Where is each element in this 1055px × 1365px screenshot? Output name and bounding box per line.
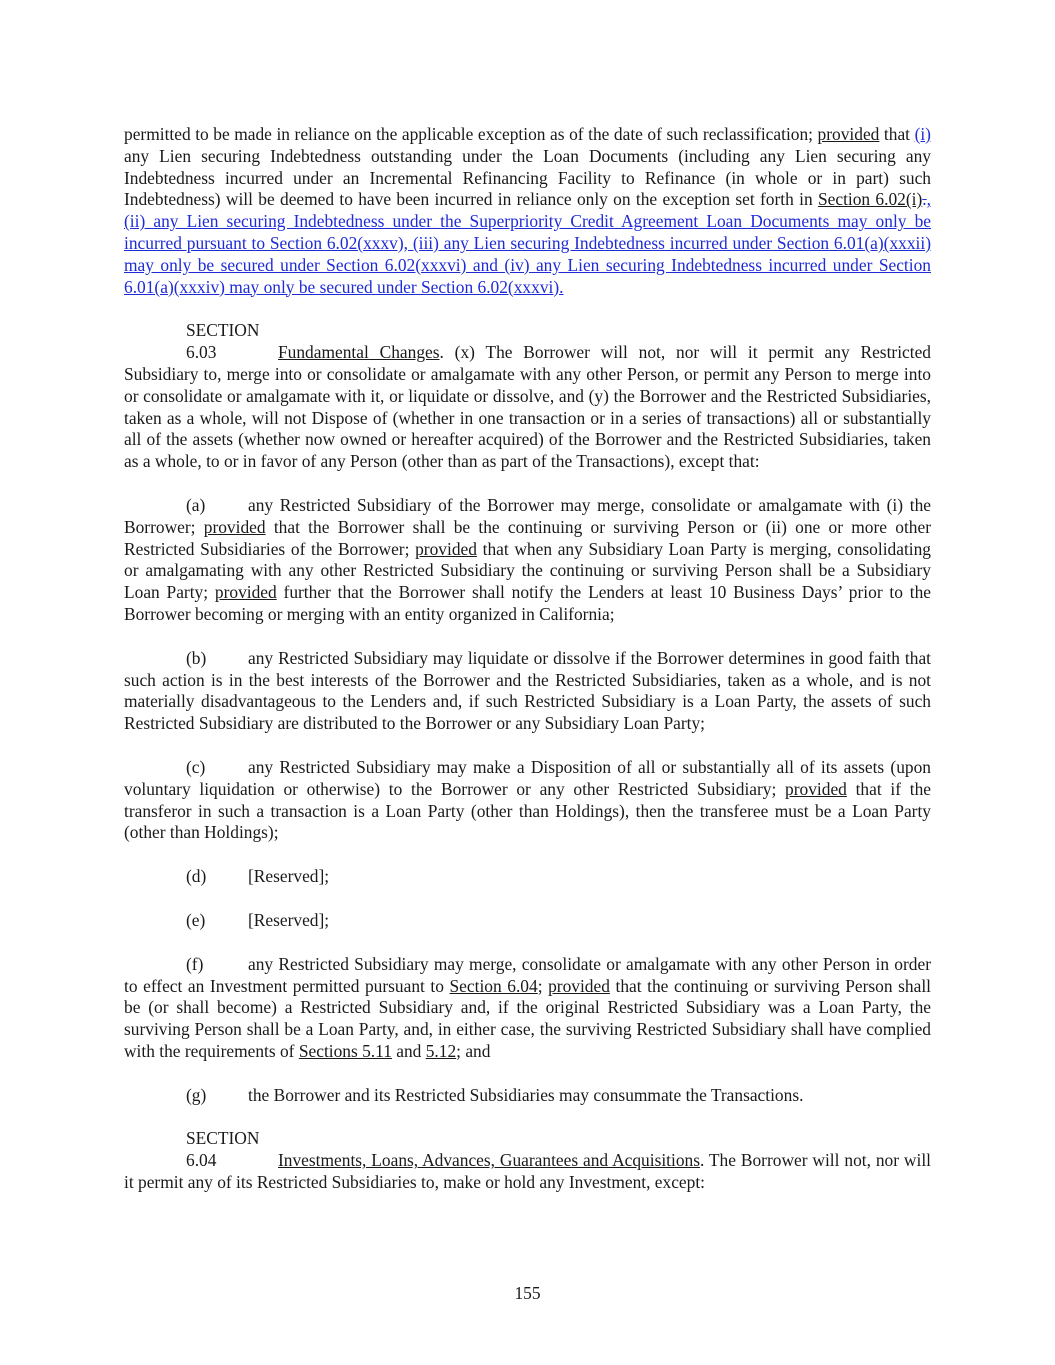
clause-b bbox=[124, 648, 931, 735]
section-reference: Section 6.04 bbox=[449, 975, 538, 996]
clause-label: (f) bbox=[186, 953, 204, 974]
section-6-04 bbox=[124, 1128, 931, 1193]
section-6-03 bbox=[124, 320, 931, 473]
section-reference: 5.12 bbox=[425, 1040, 457, 1061]
section-body: . (x) The Borrower will not, nor will it permit any Restricted Subsidiary to, merge into or consolidate or amalgamate with any other Person, or permit any Person to merge into or consolidate or amalgamate with it, or liquidate or dissolve, and (y) the Borrower and the Restricted Subsidiaries, taken as a whole, will not Dispose of (whether in one transaction or in a series of transactions) all or substantially all of the assets (whether now owned or hereafter acquired) of the Borrower and the Restricted Subsidiaries, taken as a whole, to or in favor of any Person (other than as part of the Transactions), except that: bbox=[124, 342, 931, 472]
section-title: Investments, Loans, Advances, Guarantees and Acquisitions bbox=[278, 1150, 700, 1171]
text: that when any Subsidiary Loan Party is merging, consolidating or amalgamating with any other Restricted Subsidiary the continuing or surviving Person shall be a Subsidiary Loan Party; bbox=[124, 538, 931, 603]
clause-e bbox=[124, 910, 931, 932]
text: any Lien securing Indebtedness outstanding under the Loan Documents (including any Lien securing any Indebtedness incurred under an Incremental Refinancing Facility to Refinance (in whole or in part) such Indebtedness) will be deemed to have been incurred in reliance only on the exception set forth in bbox=[124, 145, 931, 210]
text: that if the transferor in such a transaction is a Loan Party (other than Holdings), then the transferee must be a Loan Party (other than Holdings); bbox=[124, 778, 931, 843]
clause-a bbox=[124, 495, 931, 626]
deleted-text: . bbox=[922, 189, 927, 210]
text: any Restricted Subsidiary may make a Disposition of all or substantially all of its assets (upon voluntary liquidation or otherwise) to the Borrower or any other Restricted Subsidiary; bbox=[124, 756, 931, 799]
section-reference: Section 6.02(i) bbox=[817, 189, 923, 210]
text: any Restricted Subsidiary may merge, consolidate or amalgamate with any other Person in order to effect an Investment permitted pursuant to bbox=[124, 953, 931, 996]
text: [Reserved]; bbox=[248, 866, 330, 887]
provided-term: provided bbox=[785, 778, 847, 799]
provided-term: provided bbox=[415, 538, 477, 559]
inserted-text: (i) bbox=[914, 124, 931, 144]
clause-f bbox=[124, 954, 931, 1063]
intro-paragraph bbox=[124, 124, 931, 298]
inserted-text: , (ii) any Lien securing Indebtedness under the Superpriority Credit Agreement Loan Documents may only be incurred pursuant to Section 6.02(xxxv), (iii) any Lien securing Indebtedness incurred under Section 6.01(a)(xxxii) may only be secured under Section 6.02(xxxvi) and (iv) any Lien securing Indebtedness incurred under Section 6.01(a)(xxxiv) may only be secured under Section 6.02(xxxvi). bbox=[124, 189, 931, 297]
clause-g bbox=[124, 1085, 931, 1107]
document-page bbox=[124, 124, 931, 1216]
text: ; and bbox=[456, 1040, 491, 1061]
clause-label: (b) bbox=[186, 647, 207, 668]
text: that the Borrower shall be the continuing or surviving Person or (ii) one or more other Restricted Subsidiaries of the Borrower; bbox=[124, 516, 931, 559]
section-number: SECTION 6.04 bbox=[186, 1128, 260, 1171]
text: the Borrower and its Restricted Subsidiaries may consummate the Transactions. bbox=[248, 1084, 804, 1105]
provided-term: provided bbox=[203, 516, 266, 537]
text: [Reserved]; bbox=[248, 909, 330, 930]
text: any Restricted Subsidiary of the Borrower may merge, consolidate or amalgamate with (i) the Borrower; bbox=[124, 494, 931, 537]
text: ; bbox=[537, 975, 549, 996]
provided-term: provided bbox=[817, 124, 880, 144]
text: and bbox=[391, 1040, 426, 1061]
page-number: 155 bbox=[514, 1283, 541, 1303]
text: permitted to be made in reliance on the applicable exception as of the date of such reclassification; bbox=[124, 124, 818, 144]
provided-term: provided bbox=[214, 582, 277, 603]
clause-d bbox=[124, 866, 931, 888]
provided-term: provided bbox=[548, 975, 610, 996]
section-title: Fundamental Changes bbox=[278, 342, 440, 363]
text: any Restricted Subsidiary may liquidate or dissolve if the Borrower determines in good faith that such action is in the best interests of the Borrower and the Restricted Subsidiaries, taken as a whole, and is not materially disadvantageous to the Lenders and, if such Restricted Subsidiary is a Loan Party, the assets of such Restricted Subsidiary are distributed to the Borrower or any Subsidiary Loan Party; bbox=[124, 647, 931, 734]
text: further that the Borrower shall notify the Lenders at least 10 Business Days’ prior to the Borrower becoming or merging with an entity organized in California; bbox=[124, 582, 931, 624]
clause-label: (d) bbox=[186, 866, 207, 887]
text: that the continuing or surviving Person shall be (or shall become) a Restricted Subsidiary and, if the original Restricted Subsidiary was a Loan Party, the surviving Person shall be a Loan Party, and, in either case, the surviving Restricted Subsidiary shall have complied with the requirements of bbox=[124, 975, 931, 1061]
clause-label: (c) bbox=[186, 756, 206, 777]
clause-label: (g) bbox=[186, 1084, 207, 1105]
text: that bbox=[879, 124, 915, 144]
clause-label: (a) bbox=[186, 494, 206, 515]
section-reference: Sections 5.11 bbox=[298, 1040, 392, 1061]
clause-label: (e) bbox=[186, 909, 206, 930]
section-body: . The Borrower will not, nor will it permit any of its Restricted Subsidiaries to, make or hold any Investment, except: bbox=[124, 1150, 931, 1193]
section-number: SECTION 6.03 bbox=[186, 320, 260, 363]
clause-c bbox=[124, 757, 931, 844]
